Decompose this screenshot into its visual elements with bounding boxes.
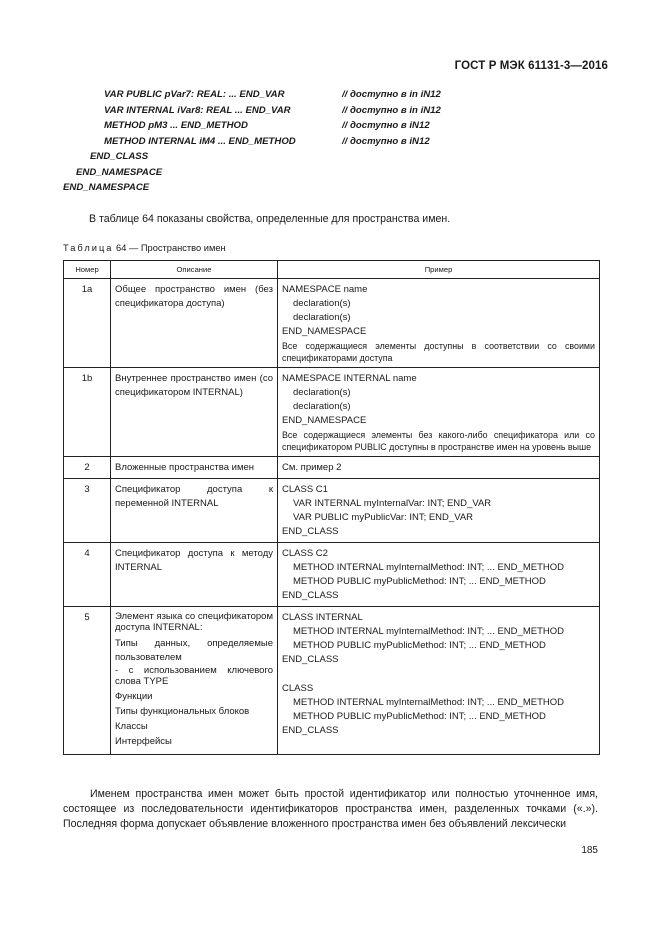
example-line: CLASS [282,683,314,694]
code-line: METHOD pM3 ... END_METHOD [104,120,248,131]
description-line: Функции [115,691,153,702]
row-description [111,607,278,755]
row-number: 3 [64,479,111,543]
description-line: Общее пространство имен (без спецификатора доступа) [115,284,273,309]
row-description [111,368,278,457]
row-example [278,607,600,755]
example-line: END_CLASS [282,725,339,736]
example-line: NAMESPACE name [282,284,368,295]
code-line: END_NAMESPACE [76,166,163,178]
table-caption [63,243,226,253]
code-comment: // доступно в in iN12 [342,89,441,100]
table-row [64,368,600,457]
row-description [111,457,278,479]
example-line: CLASS C2 [282,548,328,559]
table-row [64,607,600,755]
example-line: METHOD PUBLIC myPublicMethod: INT; ... END_METHOD [293,711,546,722]
code-line: END_CLASS [90,151,149,162]
example-line: NAMESPACE INTERNAL name [282,373,417,384]
code-line: VAR PUBLIC pVar7: REAL: ... END_VAR [104,89,285,100]
table-row [64,479,600,543]
body-paragraph-text: Именем пространства имен может быть простой идентификатор или полностью уточненное имя, состоящее из последовательности идентификаторов пространства имен, разделенных точками («.»). Последняя форма допускает объявление вложенного пространства имен без объявлений лексически [63,788,598,830]
code-comment: // доступно в iN12 [342,120,430,131]
example-line: VAR INTERNAL myInternalVar: INT; END_VAR [293,498,492,509]
table-row [64,543,600,607]
row-description [111,479,278,543]
description-line: Классы [115,721,148,732]
page-number: 185 [581,845,598,856]
example-line: CLASS C1 [282,484,328,495]
example-line: declaration(s) [293,312,351,323]
intro-paragraph: В таблице 64 показаны свойства, определенные для пространства имен. [89,213,451,225]
description-line: Спецификатор доступа к переменной INTERNAL [115,484,273,509]
namespace-table [63,260,600,755]
example-line: END_CLASS [282,590,339,601]
row-number: 1b [64,368,111,457]
code-comment: // доступно в iN12 [342,135,430,147]
example-line: См. пример 2 [282,462,342,473]
table-row [64,457,600,479]
example-line: CLASS INTERNAL [282,612,363,623]
description-line: Внутреннее пространство имен (со спецификатором INTERNAL) [115,373,273,398]
row-example [278,543,600,607]
header-number: Номер [64,261,111,279]
example-line: END_CLASS [282,654,339,665]
code-line: VAR INTERNAL iVar8: REAL ... END_VAR [104,104,291,116]
table-header-row [64,261,600,279]
row-example [278,457,600,479]
row-number: 5 [64,607,111,755]
description-line: Элемент языка со спецификатором доступа INTERNAL: [115,611,273,633]
description-line: - с использованием ключевого слова TYPE [115,665,273,687]
spacer [282,667,595,682]
row-example [278,479,600,543]
table-caption-title: 64 — Пространство имен [116,243,226,253]
code-line: METHOD INTERNAL iM4 ... END_METHOD [104,135,296,147]
document-header: ГОСТ Р МЭК 61131-3—2016 [454,60,608,72]
header-example: Пример [278,261,600,279]
row-number: 4 [64,543,111,607]
example-line: METHOD PUBLIC myPublicMethod: INT; ... END_METHOD [293,576,546,587]
example-line: METHOD INTERNAL myInternalMethod: INT; ... END_METHOD [293,697,564,708]
header-description: Описание [111,261,278,279]
row-example [278,279,600,368]
row-example [278,368,600,457]
description-line: Интерфейсы [115,736,172,747]
description-line: Спецификатор доступа к методу INTERNAL [115,548,273,573]
example-note: Все содержащиеся элементы доступны в соответствии со своими спецификаторами доступа [282,341,595,363]
description-line: Вложенные пространства имен [115,462,255,473]
table-row [64,279,600,368]
example-note: Все содержащиеся элементы без какого-либо спецификатора или со спецификатором PUBLIC доступны в пространстве имен на уровень выше [282,430,595,452]
description-line: Типы функциональных блоков [115,706,250,717]
row-description [111,543,278,607]
code-line: END_NAMESPACE [63,182,150,193]
example-line: END_NAMESPACE [282,326,367,337]
row-description [111,279,278,368]
example-line: declaration(s) [293,298,351,309]
row-number: 1a [64,279,111,368]
row-number: 2 [64,457,111,479]
example-line: METHOD PUBLIC myPublicMethod: INT; ... END_METHOD [293,640,546,651]
body-paragraph [63,787,598,832]
example-line: METHOD INTERNAL myInternalMethod: INT; ... END_METHOD [293,562,564,573]
example-line: declaration(s) [293,401,351,412]
example-line: declaration(s) [293,387,351,398]
code-comment: // доступно в in iN12 [342,104,441,116]
table-caption-label: Таблица [63,243,114,253]
example-line: METHOD INTERNAL myInternalMethod: INT; ... END_METHOD [293,626,564,637]
example-line: END_CLASS [282,526,339,537]
description-line: Типы данных, определяемые пользователем [115,638,273,663]
example-line: VAR PUBLIC myPublicVar: INT; END_VAR [293,512,474,523]
example-line: END_NAMESPACE [282,415,367,426]
